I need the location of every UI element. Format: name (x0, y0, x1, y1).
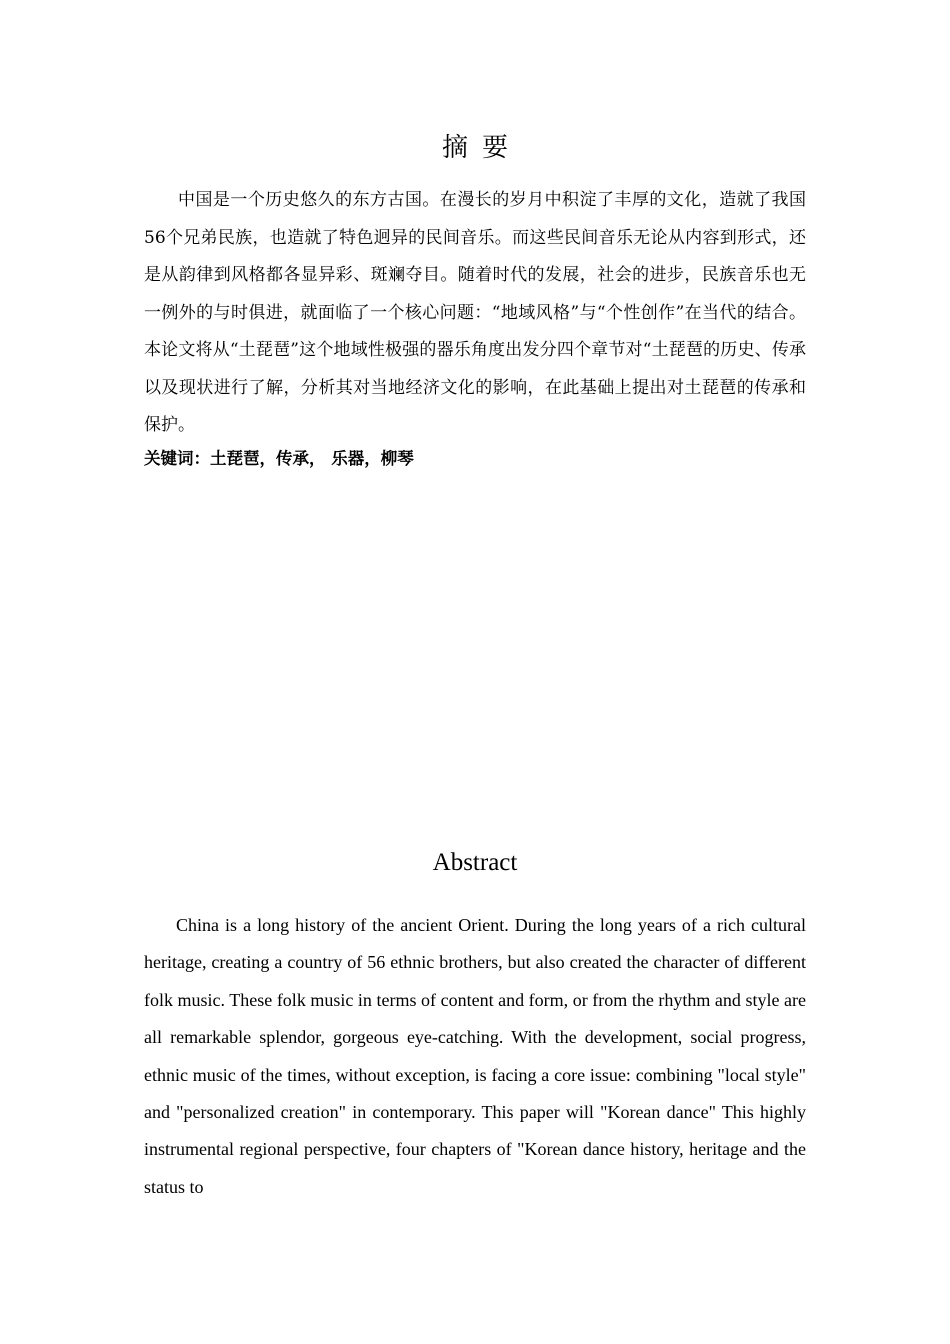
chinese-keywords-line (144, 441, 806, 477)
english-abstract-body: China is a long history of the ancient Orient. During the long years of a rich cultural heritage, creating a country of 56 ethnic brothers, but also created the character of different folk music. These folk music in terms of content and form, or from the rhythm and style are all remarkable splendor, gorgeous eye-catching. With the development, social progress, ethnic music of the times, without exception, is facing a core issue: combining "local style" and "personalized creation" in contemporary. This paper will "Korean dance" This highly instrumental regional perspective, four chapters of "Korean dance history, heritage and the status to (144, 915, 806, 1197)
english-abstract-title: Abstract (432, 849, 518, 876)
chinese-abstract-body: 中国是一个历史悠久的东方古国。在漫长的岁月中积淀了丰厚的文化，造就了我国56个兄弟民族，也造就了特色迥异的民间音乐。而这些民间音乐无论从内容到形式，还是从韵律到风格都各显异彩、斑斓夺目。随着时代的发展，社会的进步，民族音乐也无一例外的与时俱进，就面临了一个核心问题：“地域风格”与“个性创作”在当代的结合。本论文将从“土琵琶”这个地域性极强的器乐角度出发分四个章节对“土琵琶的历史、传承以及现状进行了解，分析其对当地经济文化的影响，在此基础上提出对土琵琶的传承和保护。 (144, 190, 806, 435)
keywords-label: 关键词： (144, 449, 210, 468)
chinese-abstract-title: 摘要 (441, 133, 522, 163)
keywords-list: 土琵琶，传承， 乐器，柳琴 (210, 449, 414, 468)
